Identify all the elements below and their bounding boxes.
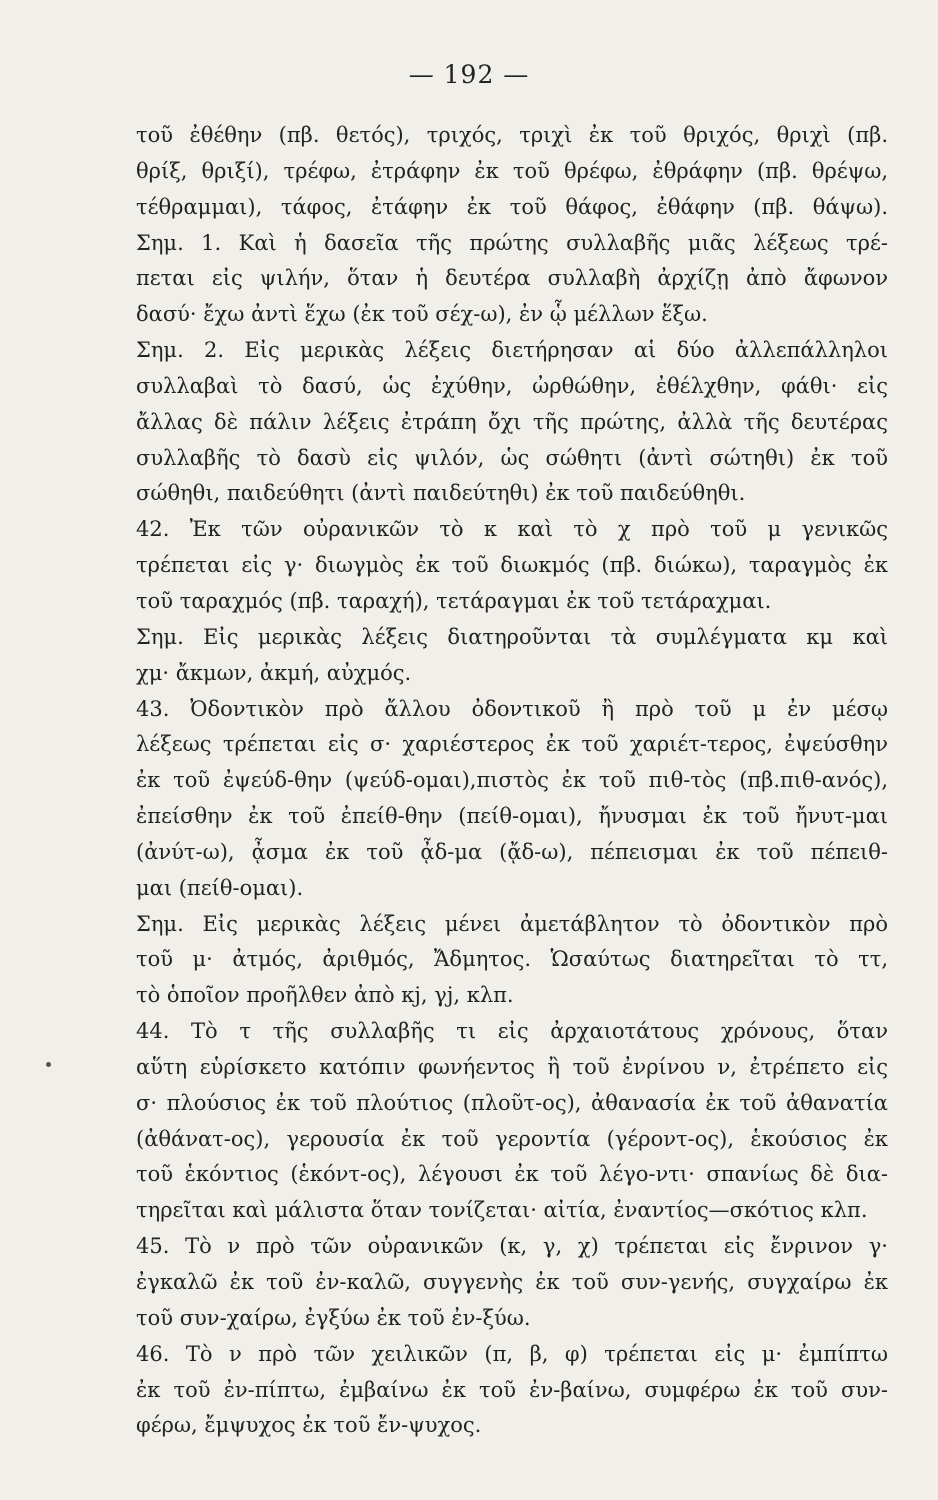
- text-line: (ἀνύτ-ω), ᾆσμα ἐκ τοῦ ᾆδ-μα (ᾄδ-ω), πέπεισμαι ἐκ τοῦ πέπειθ-: [136, 839, 888, 864]
- text-line: τοῦ ἑκόντιος (ἑκόντ-ος), λέγουσι ἐκ τοῦ λέγο-ντι· σπανίως δὲ δια-: [136, 1162, 888, 1187]
- text-line: 44. Τὸ τ τῆς συλλαβῆς τι εἰς ἀρχαιοτάτους χρόνους, ὅταν: [136, 1019, 888, 1044]
- text-line: φέρω, ἔμψυχος ἐκ τοῦ ἔν-ψυχος.: [136, 1413, 482, 1438]
- text-line: μαι (πείθ-ομαι).: [136, 875, 304, 900]
- text-line: ἄλλας δὲ πάλιν λέξεις ἐτράπη ὄχι τῆς πρώτης, ἀλλὰ τῆς δευτέρας: [136, 409, 888, 434]
- text-line: Σημ. Εἰς μερικὰς λέξεις μένει ἀμετάβλητον τὸ ὀδοντικὸν πρὸ: [136, 911, 888, 936]
- text-line: Σημ. Εἰς μερικὰς λέξεις διατηροῦνται τὰ συμλέγματα κμ καὶ: [136, 624, 888, 649]
- body-text: [136, 118, 888, 1444]
- text-line: τοῦ μ· ἀτμός, ἀριθμός, Ἄδμητος. Ὡσαύτως διατηρεῖται τὸ ττ,: [136, 947, 888, 972]
- text-line: (ἀθάνατ-ος), γερουσία ἐκ τοῦ γεροντία (γέροντ-ος), ἑκούσιος ἐκ: [136, 1126, 888, 1151]
- text-line: πεται εἰς ψιλήν, ὅταν ἡ δευτέρα συλλαβὴ ἀρχίζῃ ἀπὸ ἄφωνον: [136, 266, 888, 291]
- text-line: λέξεως τρέπεται εἰς σ· χαριέστερος ἐκ τοῦ χαριέτ-τερος, ἐψεύσθην: [136, 732, 888, 757]
- text-line: τρέπεται εἰς γ· διωγμὸς ἐκ τοῦ διωκμός (πβ. διώκω), ταραγμὸς ἐκ: [136, 553, 888, 578]
- text-line: τέθραμμαι), τάφος, ἐτάφην ἐκ τοῦ θάφος, ἐθάφην (πβ. θάψω).: [136, 194, 888, 219]
- text-line: τοῦ συν-χαίρω, ἐγξύω ἐκ τοῦ ἐν-ξύω.: [136, 1305, 531, 1330]
- text-line: τοῦ ἐθέθην (πβ. θετός), τριχός, τριχὶ ἐκ τοῦ θριχός, θριχὶ (πβ.: [136, 123, 888, 147]
- text-line: 42. Ἐκ τῶν οὐρανικῶν τὸ κ καὶ τὸ χ πρὸ τοῦ μ γενικῶς: [136, 517, 888, 542]
- text-line: χμ· ἄκμων, ἀκμή, αὐχμός.: [136, 660, 412, 685]
- text-line: ἐγκαλῶ ἐκ τοῦ ἐν-καλῶ, συγγενὴς ἐκ τοῦ συν-γενής, συγχαίρω ἐκ: [136, 1270, 888, 1294]
- text-line: σώθηθι, παιδεύθητι (ἀντὶ παιδεύτηθι) ἐκ τοῦ παιδεύθηθι.: [136, 481, 746, 506]
- text-line: Σημ. 2. Εἰς μερικὰς λέξεις διετήρησαν αἱ δύο ἀλλεπάλληλοι: [136, 338, 888, 363]
- text-line: 43. Ὀδοντικὸν πρὸ ἄλλου ὀδοντικοῦ ἢ πρὸ τοῦ μ ἐν μέσῳ: [136, 696, 888, 721]
- text-line: τοῦ ταραχμός (πβ. ταραχή), τετάραγμαι ἐκ τοῦ τετάραχμαι.: [136, 588, 772, 613]
- text-line: τὸ ὁποῖον προῆλθεν ἀπὸ κj, γj, κλπ.: [136, 983, 514, 1008]
- text-line: ἐκ τοῦ ἐν-πίπτω, ἐμβαίνω ἐκ τοῦ ἐν-βαίνω, συμφέρω ἐκ τοῦ συν-: [136, 1377, 888, 1402]
- text-line: ἐκ τοῦ ἐψεύδ-θην (ψεύδ-ομαι),πιστὸς ἐκ τοῦ πιθ-τὸς (πβ.πιθ-ανός),: [136, 768, 888, 793]
- text-line: δασύ· ἔχω ἀντὶ ἕχω (ἐκ τοῦ σέχ-ω), ἐν ᾧ μέλλων ἕξω.: [136, 302, 708, 327]
- text-line: συλλαβαὶ τὸ δασύ, ὡς ἐχύθην, ὠρθώθην, ἐθέλχθην, φάθι· εἰς: [136, 373, 888, 398]
- text-line: Σημ. 1. Καὶ ἡ δασεῖα τῆς πρώτης συλλαβῆς μιᾶς λέξεως τρέ-: [136, 230, 888, 255]
- text-line: σ· πλούσιος ἐκ τοῦ πλούτιος (πλοῦτ-ος), ἀθανασία ἐκ τοῦ ἀθανατία: [136, 1090, 888, 1115]
- text-line: ἐπείσθην ἐκ τοῦ ἐπείθ-θην (πείθ-ομαι), ἤνυσμαι ἐκ τοῦ ἤνυτ-μαι: [136, 804, 888, 829]
- text-line: θρίξ, θριξί), τρέφω, ἐτράφην ἐκ τοῦ θρέφω, ἐθράφην (πβ. θρέψω,: [136, 158, 888, 183]
- text-line: συλλαβῆς τὸ δασὺ εἰς ψιλόν, ὡς σώθητι (ἀντὶ σώτηθι) ἐκ τοῦ: [136, 445, 888, 470]
- margin-mark: [46, 1062, 51, 1067]
- text-line: 46. Τὸ ν πρὸ τῶν χειλικῶν (π, β, φ) τρέπεται εἰς μ· ἐμπίπτω: [136, 1341, 888, 1366]
- text-line: τηρεῖται καὶ μάλιστα ὅταν τονίζεται· αἰτία, ἐναντίος—σκότιος κλπ.: [136, 1198, 868, 1223]
- text-line: 45. Τὸ ν πρὸ τῶν οὐρανικῶν (κ, γ, χ) τρέπεται εἰς ἔνρινον γ·: [136, 1234, 888, 1259]
- page-number: — 192 —: [408, 60, 530, 89]
- text-line: αὕτη εὑρίσκετο κατόπιν φωνήεντος ἢ τοῦ ἐνρίνου ν, ἐτρέπετο εἰς: [136, 1054, 888, 1079]
